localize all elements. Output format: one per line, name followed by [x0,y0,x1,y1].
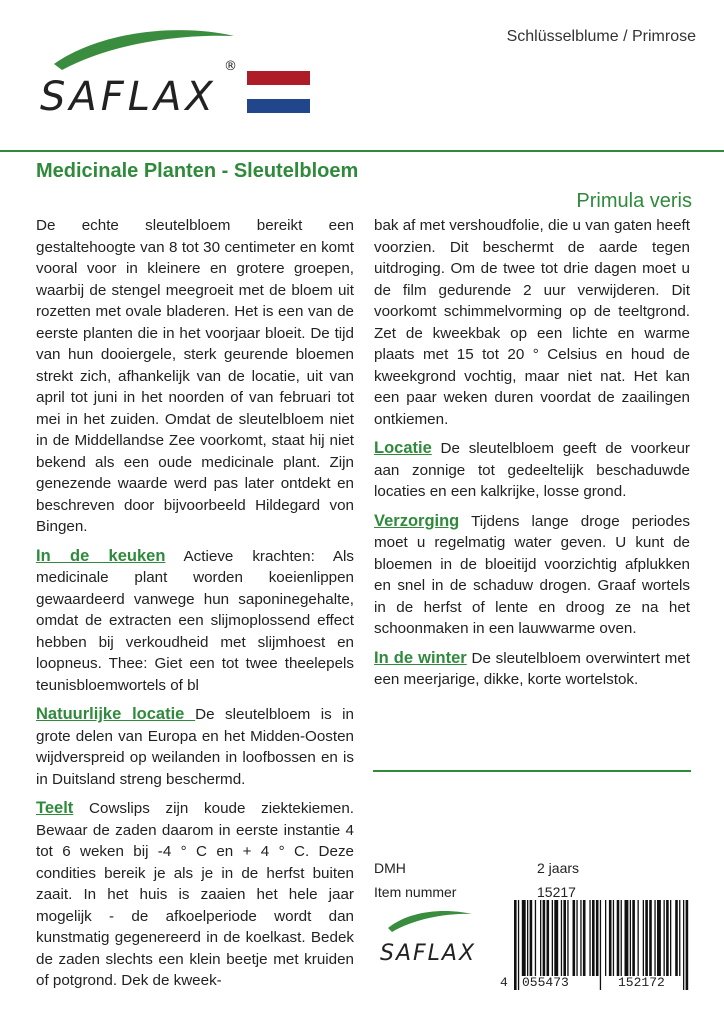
barcode-digit-1: 4 [500,975,508,990]
heading-winter: In de winter [374,648,467,667]
barcode-bar [530,900,533,976]
section-keuken [36,546,354,697]
type-label: DMH [374,860,406,876]
barcode-bar [645,900,648,976]
heading-natuurlijke-locatie: Natuurlijke locatie [36,705,196,723]
barcode-bar [666,900,669,976]
barcode-bar [613,900,614,976]
barcode-bar [621,900,622,976]
section-winter [374,648,690,691]
item-label: Item nummer [374,884,457,900]
barcode-bar [554,900,558,976]
flag-stripe-blue [247,99,310,113]
barcode-bar [583,900,586,976]
intro-paragraph: De echte sleutelbloem bereikt een gestaltehoogte van 8 tot 30 centimeter en komt vooral voor in kleinere en grotere groepen, waarbij de stengel meegroeit met de bloem uit rozetten met ovale bladeren. Het is een van de eerste planten die in het voorjaar bloeit. De tijd van hun dooiergele, sterk geurende bloemen strekt zich, afhankelijk van de locatie, uit van april tot juni in het noorden of van februari tot mei in het zuiden. Omdat de sleutelbloem niet in de Middellandse Zee voorkomt, staat hij niet bekend als een oude medicinale plant. Zijn genezende waarde werd pas later ontdekt en beschreven door bijvoorbeeld Hildegard von Bingen. [36,217,354,535]
barcode-bar [625,900,629,976]
barcode-digits-2: 055473 [522,975,569,990]
barcode-bar [589,900,590,976]
barcode-bar [567,900,568,976]
barcode-bar [654,900,655,976]
flag-stripe-white [247,85,310,99]
section-teelt [36,798,354,992]
section-verzorging [374,511,690,640]
barcode-bar [638,900,639,976]
barcode-bar [679,900,680,976]
barcode-bar [664,900,665,976]
section-locatie [374,438,690,503]
text-verzorging: Tijdens lange droge periodes moet u regelmatig water geven. U kunt de bloemen in de bloeitijd voorzichtig afplukken en snel in de schaduw drogen. Graaf wortels in de herfst of lente en droog ze na het schoonmaken in een lauwwarme oven. [374,512,690,637]
item-value: 15217 [537,884,576,900]
header-divider [0,150,724,152]
barcode-bar [514,900,517,990]
barcode-bar [547,900,550,976]
barcode-bar [552,900,553,976]
barcode-bar [543,900,546,976]
barcode-bar [670,900,671,976]
barcode-bar [596,900,599,976]
text-teelt: Cowslips zijn koude ziektekiemen. Bewaar de zaden daarom in eerste instantie 4 tot 6 weken bij -4 ° C en + 4 ° C. Deze condities bereik je als je in de herfst buiten zaait. In het huis is zaaien het hele jaar mogelijk - de afkoelperiode wordt dan kunstmatig gegenereerd in de koelkast. Bedek de zaden slechts een klein beetje met kruiden of potgrond. Dek de kweek- [36,800,354,989]
section-natuurlijke-locatie [36,704,354,790]
barcode-bar [527,900,528,976]
barcode-bar [535,900,536,976]
barcode-digits-3: 152172 [618,975,665,990]
dutch-flag-icon [247,71,310,113]
barcode-bar [600,900,601,990]
barcode-bar [522,900,526,976]
page-title: Medicinale Planten - Sleutelbloem [36,160,359,182]
product-name: Schlüsselblume / Primrose [506,28,696,45]
barcode-bar [580,900,581,976]
text-locatie: De sleutelbloem geeft de voorkeur aan zonnige tot gedeeltelijk beschaduwde locaties en een kalkrijke, losse grond. [374,440,690,500]
brand-text-small: SAFLAX [380,941,477,966]
barcode-bar [605,900,606,976]
right-column [374,215,690,699]
barcode-bar [632,900,635,976]
heading-verzorging: Verzorging [374,511,460,530]
barcode-bar [609,900,612,976]
barcode-bar [561,900,562,976]
info-divider [373,770,691,772]
heading-locatie: Locatie [374,439,432,457]
product-info [374,856,694,904]
barcode-bar [643,900,644,976]
barcode-bar [683,900,684,990]
info-row-type [374,856,694,880]
text-winter: De sleutelbloem overwintert met een meerjarige, dikke, korte wortelstok. [374,649,690,688]
brand-text: SAFLAX [40,74,217,120]
text-teelt-continued: bak af met vershoudfolie, die u van gaten heeft voorzien. Dit beschermt de aarde tegen uitdroging. Om de twee tot drie dagen moet u de film gedurende 2 uur verwijderen. Dit voorkomt schimmelvorming op de teeltgrond. Zet de kweekbak op een lichte en warme plaats met 15 tot 20 ° Celsius en houd de kweekgrond vochtig, maar niet nat. Het kan een paar weken duren voordat de zaailingen ontkiemen. [374,217,690,428]
barcode-bar [576,900,577,976]
latin-name: Primula veris [576,190,692,212]
barcode-bar [617,900,620,976]
type-value: 2 jaars [537,860,580,876]
barcode-bar [686,900,689,990]
flag-stripe-red [247,71,310,85]
heading-teelt: Teelt [36,799,74,817]
barcode-bar [518,900,519,990]
text-keuken: Actieve krachten: Als medicinale plant worden koeienlippen gewaardeerd vanwege hun saponinegehalte, omdat de extracten een slijmoplossend effect hebben bij verkoudheid met slijmhoest en loopneus. Thee: Giet een tot twee theelepels teunisbloemwortels of bl [36,547,355,694]
barcode-bar [573,900,576,976]
registered-mark: ® [224,59,237,74]
saflax-logo-small [376,906,498,968]
barcode-bar [540,900,541,976]
barcode-bar [630,900,631,976]
left-column [36,215,354,1000]
barcode-bar [563,900,566,976]
text-natuurlijke-locatie: De sleutelbloem is in grote delen van Europa en het Midden-Oosten wijdverspreid op weilanden in loofbossen en is in Duitsland streng beschermd. [36,706,354,788]
barcode-bar [649,900,652,976]
heading-keuken: In de keuken [36,546,166,565]
barcode-bar [592,900,595,976]
barcode-bar [675,900,678,976]
barcode-bar [657,900,661,976]
